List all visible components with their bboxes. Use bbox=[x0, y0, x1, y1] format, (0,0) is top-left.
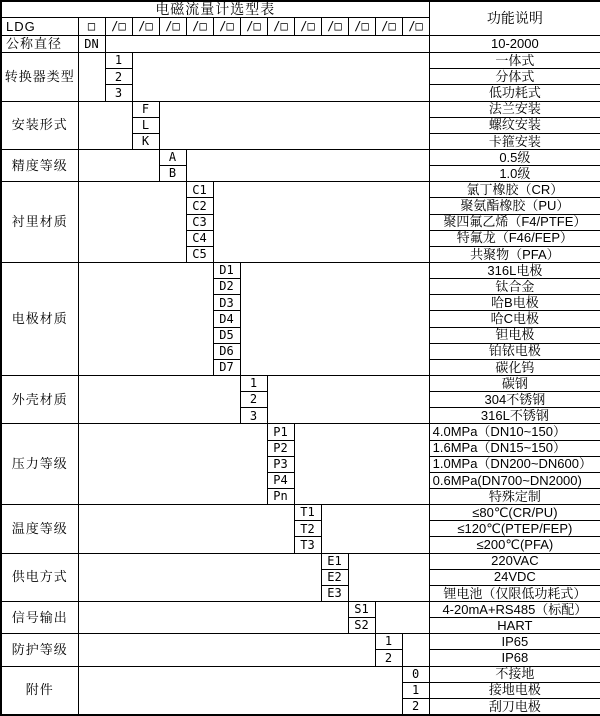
code-cell: E2 bbox=[321, 569, 348, 585]
code-cell: 3 bbox=[240, 408, 267, 424]
code-cell: C1 bbox=[186, 182, 213, 198]
code-cell: 1 bbox=[402, 682, 429, 698]
desc-cell: 钽电极 bbox=[429, 327, 600, 343]
spacer-cell bbox=[375, 601, 429, 633]
spacer-cell bbox=[78, 505, 294, 553]
code-cell: 3 bbox=[105, 85, 132, 101]
code-cell: T2 bbox=[294, 521, 321, 537]
spacer-cell bbox=[78, 150, 159, 182]
model-slot-box: /□ bbox=[132, 17, 159, 35]
code-cell: T1 bbox=[294, 505, 321, 521]
code-cell: C5 bbox=[186, 246, 213, 262]
category-label: 转换器类型 bbox=[1, 53, 78, 101]
spacer-cell bbox=[240, 262, 429, 375]
spacer-cell bbox=[78, 262, 213, 375]
desc-cell: 低功耗式 bbox=[429, 85, 600, 101]
desc-cell: 特殊定制 bbox=[429, 488, 600, 504]
code-cell: 2 bbox=[105, 69, 132, 85]
desc-cell: 1.0MPa（DN200~DN600） bbox=[429, 456, 600, 472]
spacer-cell bbox=[159, 101, 429, 149]
code-cell: P1 bbox=[267, 424, 294, 440]
desc-cell: 4.0MPa（DN10~150） bbox=[429, 424, 600, 440]
code-cell: E3 bbox=[321, 585, 348, 601]
desc-cell: 分体式 bbox=[429, 69, 600, 85]
code-cell: F bbox=[132, 101, 159, 117]
code-cell: A bbox=[159, 150, 186, 166]
function-description-header: 功能说明 bbox=[429, 1, 600, 36]
model-slot-box: /□ bbox=[186, 17, 213, 35]
model-slot-box: /□ bbox=[348, 17, 375, 35]
model-slot-box: /□ bbox=[267, 17, 294, 35]
category-label: 压力等级 bbox=[1, 424, 78, 505]
desc-cell: 哈C电极 bbox=[429, 311, 600, 327]
code-cell: 2 bbox=[375, 650, 402, 666]
desc-cell: 氯丁橡胶（CR） bbox=[429, 182, 600, 198]
model-slot-box: /□ bbox=[105, 17, 132, 35]
code-cell: D3 bbox=[213, 295, 240, 311]
desc-cell: 0.6MPa(DN700~DN2000) bbox=[429, 472, 600, 488]
table-title: 电磁流量计选型表 bbox=[1, 1, 429, 17]
desc-cell: 0.5级 bbox=[429, 150, 600, 166]
model-slot-box: /□ bbox=[375, 17, 402, 35]
desc-cell: 4-20mA+RS485（标配） bbox=[429, 601, 600, 617]
desc-cell: 316L电极 bbox=[429, 262, 600, 278]
desc-cell: 铂铱电极 bbox=[429, 343, 600, 359]
spacer-cell bbox=[78, 553, 321, 601]
desc-cell: 一体式 bbox=[429, 53, 600, 69]
desc-cell: 锂电池（仅限低功耗式） bbox=[429, 585, 600, 601]
desc-cell: IP65 bbox=[429, 634, 600, 650]
category-label: 电极材质 bbox=[1, 262, 78, 375]
code-cell: C3 bbox=[186, 214, 213, 230]
code-cell: 0 bbox=[402, 666, 429, 682]
category-label: 衬里材质 bbox=[1, 182, 78, 263]
code-cell: L bbox=[132, 117, 159, 133]
desc-cell: ≤80℃(CR/PU) bbox=[429, 505, 600, 521]
code-cell: K bbox=[132, 133, 159, 149]
category-label: 公称直径 bbox=[1, 36, 78, 53]
category-label: 安装形式 bbox=[1, 101, 78, 149]
spacer-cell bbox=[78, 601, 348, 633]
desc-cell: 特氟龙（F46/FEP） bbox=[429, 230, 600, 246]
desc-cell: ≤200℃(PFA) bbox=[429, 537, 600, 553]
spacer-cell bbox=[402, 634, 429, 666]
code-cell: S1 bbox=[348, 601, 375, 617]
code-cell: D5 bbox=[213, 327, 240, 343]
spacer-cell bbox=[78, 375, 240, 423]
desc-cell: 316L不锈钢 bbox=[429, 408, 600, 424]
model-slot-box: /□ bbox=[294, 17, 321, 35]
spacer-cell bbox=[78, 53, 105, 101]
desc-cell: 碳钢 bbox=[429, 375, 600, 391]
spacer-cell bbox=[78, 101, 132, 149]
desc-cell: 刮刀电极 bbox=[429, 698, 600, 715]
desc-cell: 1.0级 bbox=[429, 166, 600, 182]
code-cell: 1 bbox=[375, 634, 402, 650]
desc-cell: 24VDC bbox=[429, 569, 600, 585]
desc-cell: 共聚物（PFA） bbox=[429, 246, 600, 262]
desc-cell: 螺纹安装 bbox=[429, 117, 600, 133]
spacer-cell bbox=[186, 150, 429, 182]
code-cell: 1 bbox=[240, 375, 267, 391]
desc-cell: ≤120℃(PTEP/FEP) bbox=[429, 521, 600, 537]
spacer-cell bbox=[78, 666, 402, 715]
desc-cell: 1.6MPa（DN15~150） bbox=[429, 440, 600, 456]
category-label: 外壳材质 bbox=[1, 375, 78, 423]
category-label: 附件 bbox=[1, 666, 78, 715]
desc-cell: 聚四氟乙烯（F4/PTFE） bbox=[429, 214, 600, 230]
spacer-cell bbox=[321, 505, 429, 553]
code-cell: D4 bbox=[213, 311, 240, 327]
desc-cell: 钛合金 bbox=[429, 279, 600, 295]
code-cell: C2 bbox=[186, 198, 213, 214]
code-cell: 1 bbox=[105, 53, 132, 69]
spacer-cell bbox=[132, 53, 429, 101]
code-cell: B bbox=[159, 166, 186, 182]
code-cell: DN bbox=[78, 36, 105, 53]
code-cell: 2 bbox=[402, 698, 429, 715]
spacer-cell bbox=[78, 634, 375, 666]
model-code-box: □ bbox=[78, 17, 105, 35]
desc-cell: 法兰安装 bbox=[429, 101, 600, 117]
spacer-cell bbox=[78, 424, 267, 505]
code-cell: C4 bbox=[186, 230, 213, 246]
model-slot-box: /□ bbox=[240, 17, 267, 35]
category-label: 温度等级 bbox=[1, 505, 78, 553]
category-label: 防护等级 bbox=[1, 634, 78, 666]
code-cell: D1 bbox=[213, 262, 240, 278]
desc-cell: 卡箍安装 bbox=[429, 133, 600, 149]
desc-cell: 10-2000 bbox=[429, 36, 600, 53]
code-cell: P4 bbox=[267, 472, 294, 488]
desc-cell: HART bbox=[429, 618, 600, 634]
code-cell: D2 bbox=[213, 279, 240, 295]
spacer-cell bbox=[105, 36, 429, 53]
spacer-cell bbox=[294, 424, 429, 505]
model-slot-box: /□ bbox=[213, 17, 240, 35]
spacer-cell bbox=[213, 182, 429, 263]
code-cell: T3 bbox=[294, 537, 321, 553]
model-prefix: LDG bbox=[1, 17, 78, 35]
category-label: 供电方式 bbox=[1, 553, 78, 601]
spacer-cell bbox=[348, 553, 429, 601]
desc-cell: 聚氨酯橡胶（PU） bbox=[429, 198, 600, 214]
spacer-cell bbox=[78, 182, 186, 263]
code-cell: D7 bbox=[213, 359, 240, 375]
code-cell: 2 bbox=[240, 392, 267, 408]
model-slot-box: /□ bbox=[321, 17, 348, 35]
code-cell: E1 bbox=[321, 553, 348, 569]
spacer-cell bbox=[267, 375, 429, 423]
desc-cell: IP68 bbox=[429, 650, 600, 666]
desc-cell: 不接地 bbox=[429, 666, 600, 682]
model-slot-box: /□ bbox=[402, 17, 429, 35]
code-cell: S2 bbox=[348, 618, 375, 634]
code-cell: P3 bbox=[267, 456, 294, 472]
desc-cell: 220VAC bbox=[429, 553, 600, 569]
code-cell: P2 bbox=[267, 440, 294, 456]
category-label: 信号输出 bbox=[1, 601, 78, 633]
code-cell: D6 bbox=[213, 343, 240, 359]
desc-cell: 304不锈钢 bbox=[429, 392, 600, 408]
code-cell: Pn bbox=[267, 488, 294, 504]
desc-cell: 接地电极 bbox=[429, 682, 600, 698]
desc-cell: 哈B电极 bbox=[429, 295, 600, 311]
model-slot-box: /□ bbox=[159, 17, 186, 35]
category-label: 精度等级 bbox=[1, 150, 78, 182]
desc-cell: 碳化钨 bbox=[429, 359, 600, 375]
